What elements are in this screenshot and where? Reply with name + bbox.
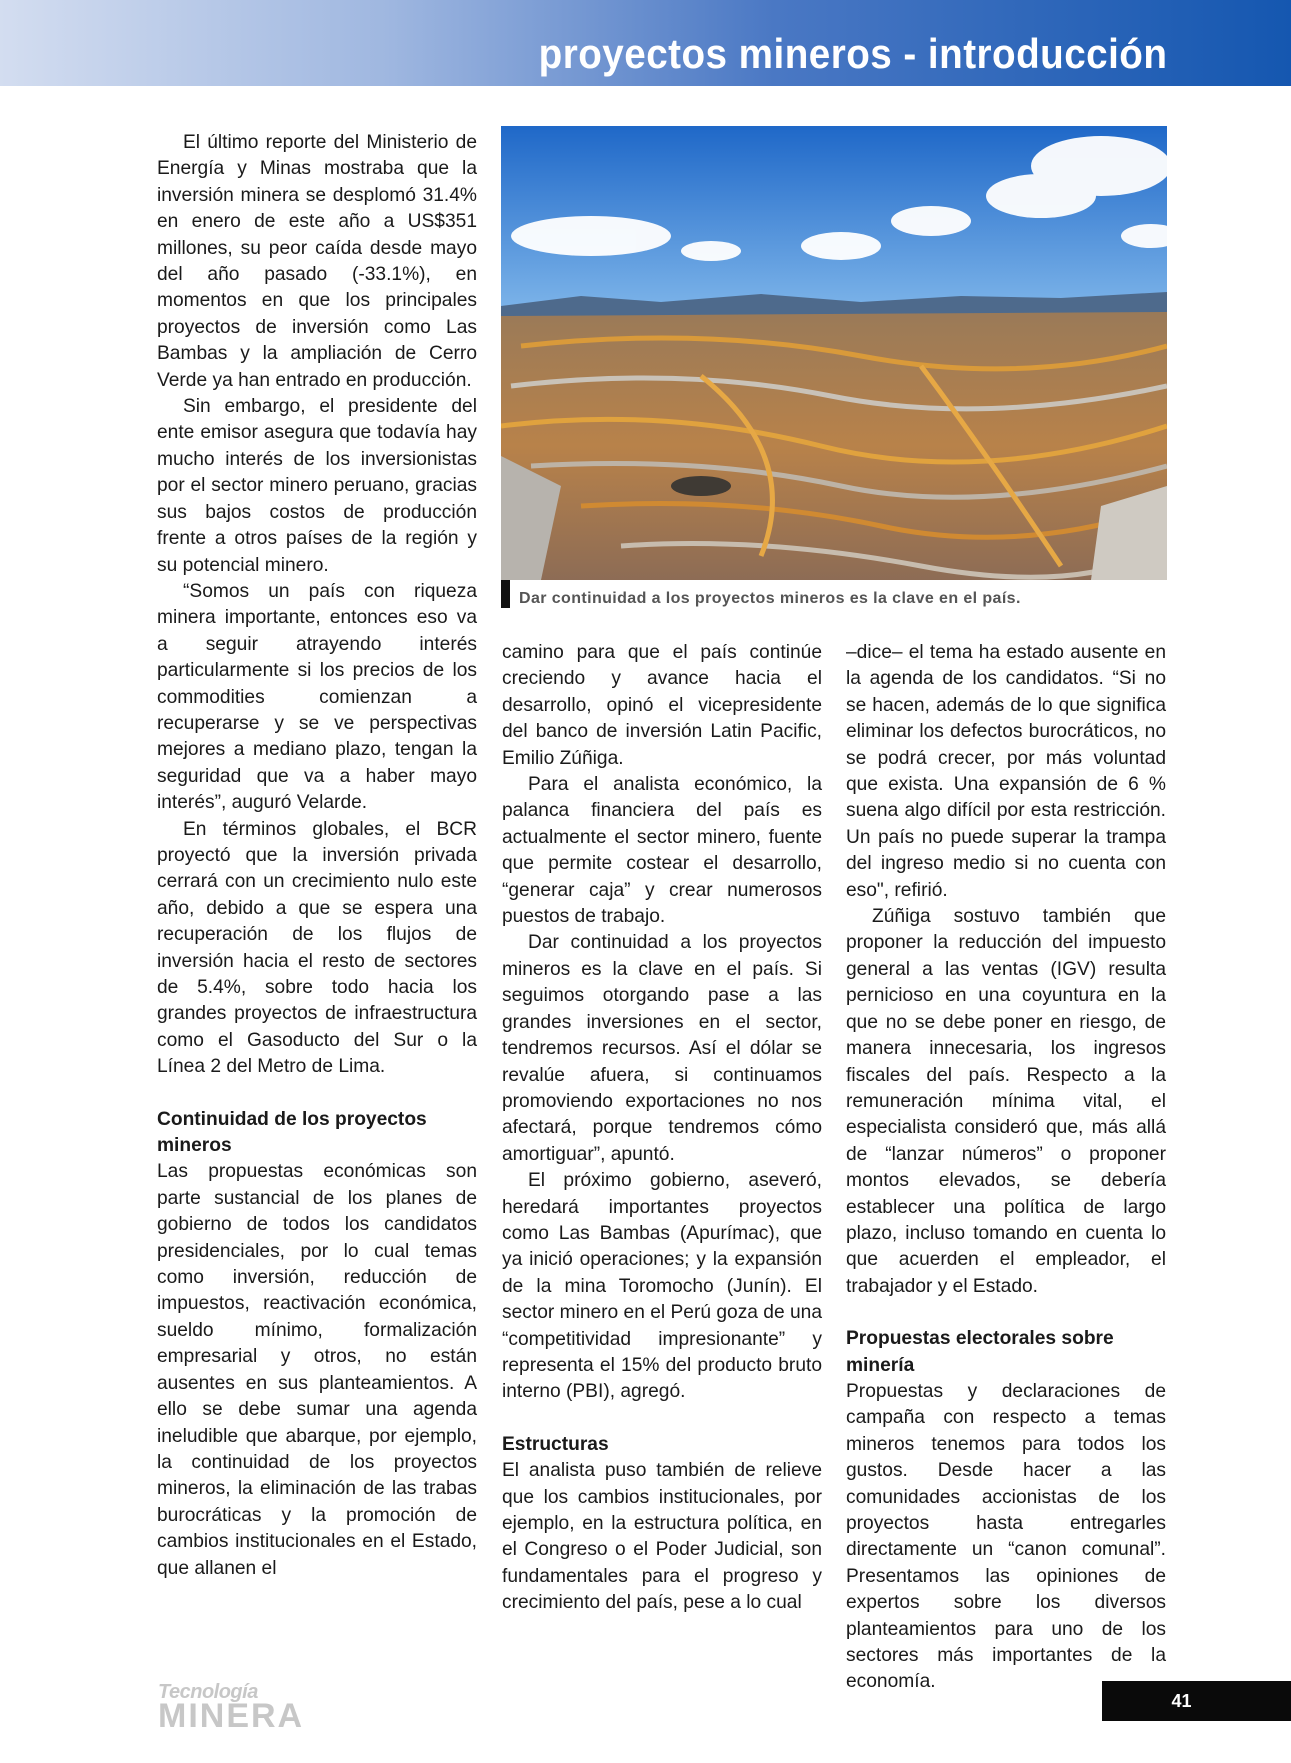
subheading: Estructuras xyxy=(502,1433,609,1455)
page-number-box xyxy=(1102,1681,1291,1721)
paragraph: El próximo gobierno, aseveró, heredará importantes proyectos como Las Bambas (Apurímac), que ya inició operaciones; y la expansión de la mina Toromocho (Junín). El sector minero en el Perú goza de una “competitividad impresionante” y representa el 15% del producto bruto interno (PBI), agregó. xyxy=(502,1170,822,1403)
paragraph: –dice– el tema ha estado ausente en la agenda de los candidatos. “Si no se hacen, además de lo que significa eliminar los defectos burocráticos, no se podrá crecer, por más voluntad que exista. Una expansión de 6 % suena algo difícil por esta restricción. Un país no puede superar la trampa del ingreso medio si no cuenta con eso", refirió. xyxy=(846,642,1166,901)
caption-marker xyxy=(501,580,510,608)
photo-caption: Dar continuidad a los proyectos mineros es la clave en el país. xyxy=(519,590,1021,607)
paragraph: Propuestas y declaraciones de campaña con respecto a temas mineros tenemos para todos los gustos. Desde hacer a las comunidades accionistas de los proyectos hasta entregarles directamente un “canon comunal”. Presentamos las opiniones de expertos sobre los diversos planteamientos para uno de los sectores más importantes de la economía. xyxy=(846,1380,1166,1693)
paragraph: Para el analista económico, la palanca financiera del país es actualmente el sector minero, fuente que permite costear el desarrollo, “generar caja” y crear numerosos puestos de trabajo. xyxy=(502,774,822,928)
paragraph: En términos globales, el BCR proyectó que la inversión privada cerrará con un crecimiento nulo este año, debido a que se espera una recuperación de los flujos de inversión hacia el resto de sectores de 5.4%, sobre todo hacia los grandes proyectos de infraestructura como el Gasoducto del Sur o la Línea 2 del Metro de Lima. xyxy=(157,818,477,1078)
page-number: 41 xyxy=(1171,1691,1192,1711)
subheading: Continuidad de los proyectos mineros xyxy=(157,1108,427,1157)
article-column-2 xyxy=(502,640,822,1617)
paragraph: Zúñiga sostuvo también que proponer la reducción del impuesto general a las ventas (IGV) resulta pernicioso en una coyuntura en la que no se debe poner en riesgo, de manera innecesaria, los ingresos fiscales del país. Respecto a la remuneración mínima vital, el especialista consideró que, más allá de “lanzar números” o proponer montos elevados, se debería establecer una política de largo plazo, incluso tomando en cuenta lo que acuerden el empleador, el trabajador y el Estado. xyxy=(846,906,1166,1297)
open-pit-mine-image xyxy=(501,126,1167,580)
paragraph: Dar continuidad a los proyectos mineros es la clave en el país. Si seguimos otorgando pase a las grandes inversiones en el sector, tendremos recursos. Así el dólar se revalúe afuera, si continuamos promoviendo exportaciones no nos afectará, porque tendremos cómo amortiguar”, apuntó. xyxy=(502,932,822,1165)
article-column-1 xyxy=(157,130,477,1582)
article-column-3 xyxy=(846,640,1166,1696)
section-title: proyectos mineros - introducción xyxy=(538,30,1167,77)
logo-line-1: Tecnología xyxy=(158,1681,258,1703)
paragraph: Sin embargo, el presidente del ente emisor asegura que todavía hay mucho interés de los inversionistas por el sector minero peruano, gracias sus bajos costos de producción frente a otros países de la región y su potencial minero. xyxy=(157,396,477,576)
paragraph: Las propuestas económicas son parte sustancial de los planes de gobierno de todos los candidatos presidenciales, por lo cual temas como inversión, reducción de impuestos, reactivación económica, sueldo mínimo, formalización empresarial y otros, no están ausentes en sus planteamientos. A ello se debe sumar una agenda ineludible que abarque, por ejemplo, la continuidad de los proyectos mineros, la eliminación de las trabas burocráticas y la promoción de cambios institucionales en el Estado, que allanen el xyxy=(157,1161,477,1579)
paragraph: “Somos un país con riqueza minera importante, entonces eso va a seguir atrayendo interés particularmente si los precios de los commodities comienzan a recuperarse y se ve perspectivas mejores a mediano plazo, tengan la seguridad que va a haber mayo interés”, auguró Velarde. xyxy=(157,580,477,814)
logo-line-2: MINERA xyxy=(158,1697,305,1735)
magazine-logo xyxy=(158,1681,328,1735)
paragraph: El analista puso también de relieve que los cambios institucionales, por ejemplo, en la estructura política, en el Congreso o el Poder Judicial, son fundamentales para el progreso y crecimiento del país, pese a lo cual xyxy=(502,1460,822,1614)
paragraph: El último reporte del Ministerio de Energía y Minas mostraba que la inversión minera se desplomó 31.4% en enero de este año a US$351 millones, su peor caída desde mayo del año pasado (-33.1%), en momentos en que los principales proyectos de inversión como Las Bambas y la ampliación de Cerro Verde ya han entrado en producción. xyxy=(157,132,477,391)
header-band xyxy=(0,0,1291,86)
paragraph: camino para que el país continúe creciendo y avance hacia el desarrollo, opinó el vicepresidente del banco de inversión Latin Pacific, Emilio Zúñiga. xyxy=(502,642,822,769)
subheading: Propuestas electorales sobre minería xyxy=(846,1328,1114,1376)
mine-photo xyxy=(501,126,1167,580)
